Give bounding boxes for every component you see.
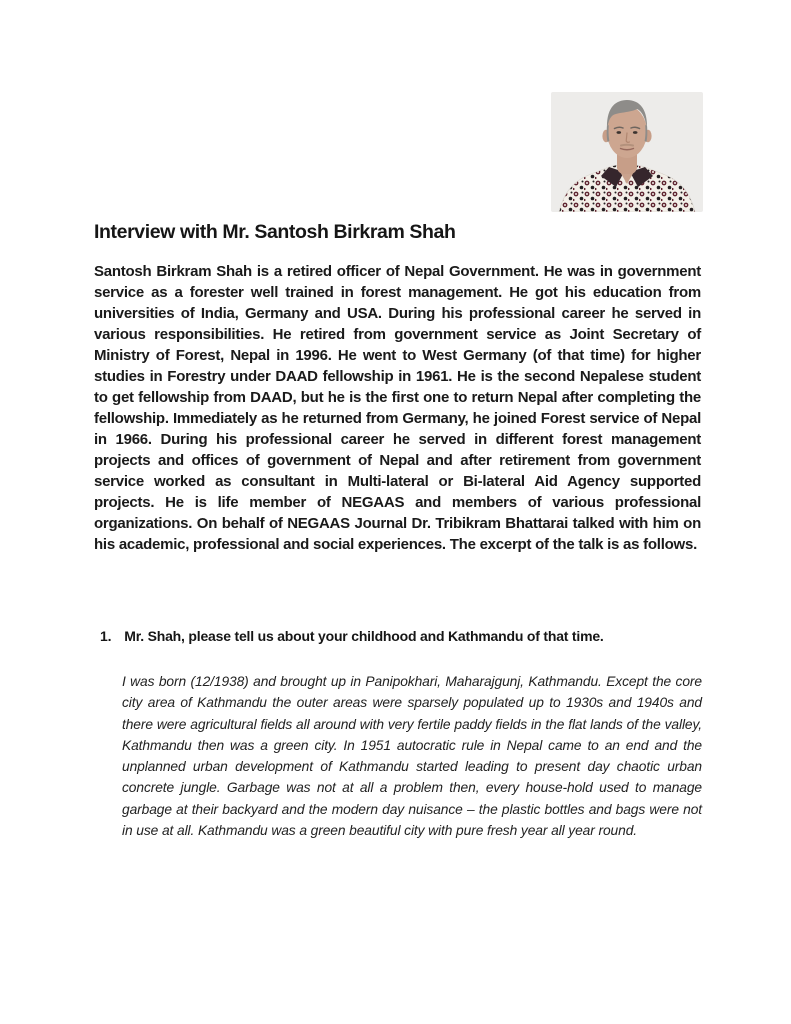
intro-paragraph: Santosh Birkram Shah is a retired officer of Nepal Government. He was in government service as a forester well trained in forest management. He got his education from universities of India, Germany and USA. During his professional career he served in various responsibilities. He retired from government service as Joint Secretary of Ministry of Forest, Nepal in 1996. He went to West Germany (of that time) for higher studies in Forestry under DAAD fellowship in 1961. He is the second Nepalese student to get fellowship from DAAD, but he is the first one to return Nepal after completing the fellowship. Immediately as he returned from Germany, he joined Forest service of Nepal in 1966. During his professional career he served in different forest management projects and offices of government of Nepal and after retirement from government service worked as consultant in Multi-lateral or Bi-lateral Aid Agency supported projects. He is life member of NEGAAS and members of various professional organizations. On behalf of NEGAAS Journal Dr. Tribikram Bhattarai talked with him on his academic, professional and social experiences. The excerpt of the talk is as follows. [94,263,701,553]
question-number: 1. [100,628,112,644]
page-title: Interview with Mr. Santosh Birkram Shah [94,221,456,243]
eye-right [633,131,638,134]
mustache [621,145,633,146]
eye-left [617,131,622,134]
portrait-photo-graphic [551,92,703,212]
question-text: Mr. Shah, please tell us about your childhood and Kathmandu of that time. [124,628,604,644]
answer-paragraph: I was born (12/1938) and brought up in Panipokhari, Maharajgunj, Kathmandu. Except the core city area of Kathmandu the outer areas were sparsely populated up to 1930s and 1940s and there were agricultural fields all around with very fertile paddy fields in the flat lands of the valley, Kathmandu then was a green city. In 1951 autocratic rule in Nepal came to an end and the unplanned urban development of Kathmandu started leading to present day chaotic urban concrete jungle. Garbage was not at all a problem then, every house-hold used to manage garbage at their backyard and the modern day nuisance – the plastic bottles and bags were not in use at all. Kathmandu was a green beautiful city with pure fresh year all year round. [122,674,702,839]
question-item [100,628,702,644]
portrait-photo [551,92,703,212]
